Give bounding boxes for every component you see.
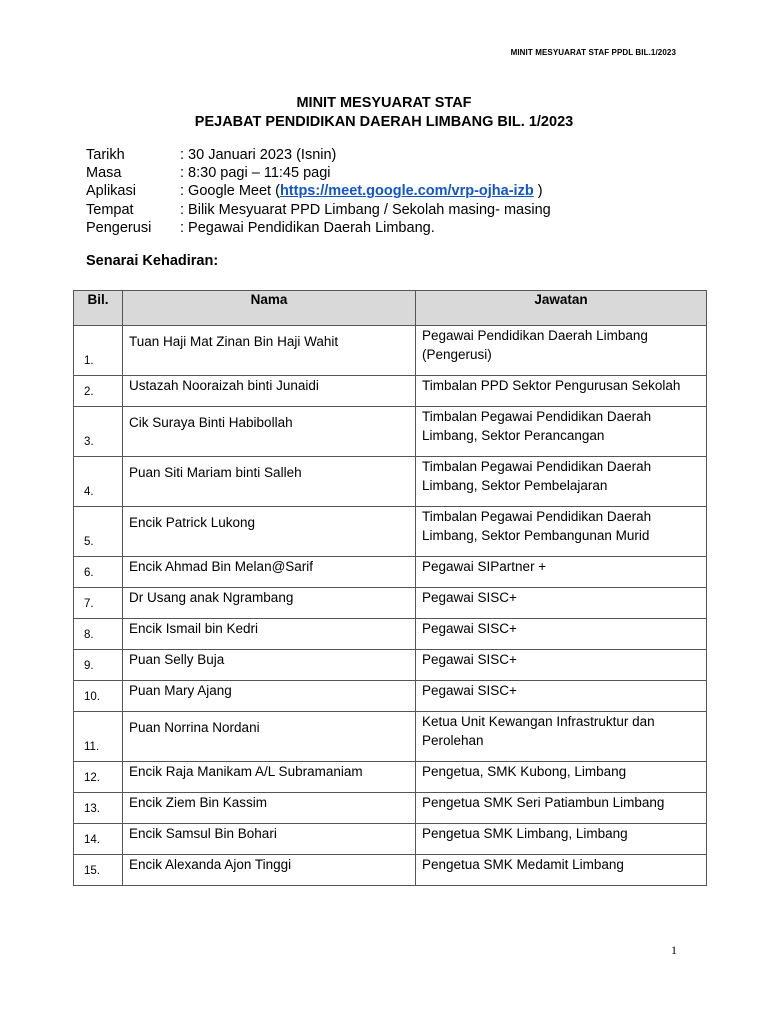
table-row	[74, 824, 707, 855]
attendee-name: Encik Ziem Bin Kassim	[129, 795, 268, 810]
table-row	[74, 376, 707, 407]
row-number: 10.	[84, 691, 100, 703]
row-number: 9.	[84, 660, 94, 672]
attendee-position: Pegawai SISC+	[422, 652, 517, 667]
document-title	[0, 94, 768, 132]
attendee-name: Encik Samsul Bin Bohari	[129, 826, 277, 841]
meta-aplikasi-prefix: : Google Meet (	[180, 183, 280, 200]
meta-label-pengerusi: Pengerusi	[86, 219, 152, 236]
attendee-position: Pengetua SMK Seri Patiambun Limbang	[422, 795, 665, 810]
attendee-position: Timbalan Pegawai Pendidikan Daerah Limbang, Sektor Pembangunan Murid	[422, 509, 652, 543]
running-header: MINIT MESYUARAT STAF PPDL BIL.1/2023	[510, 48, 676, 57]
table-row	[74, 619, 707, 650]
attendee-name: Puan Mary Ajang	[129, 683, 232, 698]
row-number: 15.	[84, 865, 100, 877]
meta-row-pengerusi	[86, 219, 551, 237]
table-row	[74, 326, 707, 376]
meta-label-aplikasi: Aplikasi	[86, 183, 136, 200]
row-number: 14.	[84, 834, 100, 846]
attendee-name: Tuan Haji Mat Zinan Bin Haji Wahit	[129, 334, 339, 349]
meet-link[interactable]: https://meet.google.com/vrp-ojha-izb	[279, 183, 534, 200]
attendee-position: Ketua Unit Kewangan Infrastruktur dan Perolehan	[422, 714, 655, 748]
meta-label-tempat: Tempat	[86, 201, 134, 218]
page-number: 1	[671, 943, 677, 957]
meta-label-tarikh: Tarikh	[86, 147, 125, 163]
attendee-name: Dr Usang anak Ngrambang	[129, 590, 294, 605]
table-row	[74, 855, 707, 886]
attendee-position: Pegawai SISC+	[422, 590, 517, 605]
table-row	[74, 793, 707, 824]
row-number: 7.	[84, 598, 94, 610]
attendee-name: Puan Siti Mariam binti Salleh	[129, 465, 302, 480]
table-row	[74, 457, 707, 507]
row-number: 4.	[84, 486, 94, 498]
attendee-position: Pengetua SMK Medamit Limbang	[422, 857, 624, 872]
table-row	[74, 762, 707, 793]
table-header-row	[74, 291, 707, 326]
meta-value-masa: : 8:30 pagi – 11:45 pagi	[180, 165, 331, 182]
column-header-bil: Bil.	[74, 291, 123, 326]
row-number: 8.	[84, 629, 94, 641]
table-row	[74, 588, 707, 619]
attendee-position: Timbalan Pegawai Pendidikan Daerah Limbang, Sektor Perancangan	[422, 409, 652, 443]
attendance-table	[73, 290, 707, 886]
meta-label-masa: Masa	[86, 165, 122, 182]
attendee-name: Puan Norrina Nordani	[129, 720, 260, 735]
attendee-position: Pegawai SISC+	[422, 621, 517, 636]
meta-aplikasi-suffix: )	[533, 183, 543, 200]
meta-value-aplikasi	[180, 182, 543, 200]
attendee-position: Pengetua, SMK Kubong, Limbang	[422, 764, 627, 779]
table-row	[74, 507, 707, 557]
table-row	[74, 407, 707, 457]
meta-row-tempat	[86, 201, 551, 219]
meta-value-pengerusi: : Pegawai Pendidikan Daerah Limbang.	[180, 219, 435, 236]
row-number: 13.	[84, 803, 100, 815]
row-number: 5.	[84, 536, 94, 548]
column-header-nama: Nama	[123, 291, 416, 326]
attendee-position: Timbalan PPD Sektor Pengurusan Sekolah	[422, 378, 681, 393]
table-row	[74, 681, 707, 712]
meta-value-tarikh: : 30 Januari 2023 (Isnin)	[180, 147, 337, 163]
table-row	[74, 712, 707, 762]
attendee-position: Timbalan Pegawai Pendidikan Daerah Limbang, Sektor Pembelajaran	[422, 459, 652, 493]
attendee-name: Ustazah Nooraizah binti Junaidi	[129, 378, 319, 393]
attendee-name: Encik Alexanda Ajon Tinggi	[129, 857, 292, 872]
attendee-name: Encik Ismail bin Kedri	[129, 621, 259, 636]
attendee-position: Pegawai Pendidikan Daerah Limbang (Pengerusi)	[422, 328, 648, 362]
title-line-2: PEJABAT PENDIDIKAN DAERAH LIMBANG BIL. 1/2023	[194, 114, 574, 130]
attendee-name: Encik Raja Manikam A/L Subramaniam	[129, 764, 363, 779]
row-number: 12.	[84, 772, 100, 784]
row-number: 1.	[84, 355, 94, 367]
attendance-heading: Senarai Kehadiran:	[86, 253, 219, 269]
row-number: 3.	[84, 436, 94, 448]
column-header-jawatan: Jawatan	[416, 291, 707, 326]
attendee-name: Puan Selly Buja	[129, 652, 225, 667]
row-number: 6.	[84, 567, 94, 579]
attendee-name: Cik Suraya Binti Habibollah	[129, 415, 293, 430]
row-number: 2.	[84, 386, 94, 398]
attendee-position: Pegawai SISC+	[422, 683, 517, 698]
row-number: 11.	[84, 741, 100, 753]
table-row	[74, 650, 707, 681]
table-row	[74, 557, 707, 588]
meta-row-aplikasi	[86, 182, 551, 200]
meeting-details	[86, 146, 551, 237]
title-line-1: MINIT MESYUARAT STAF	[296, 95, 472, 111]
meta-value-tempat: : Bilik Mesyuarat PPD Limbang / Sekolah masing- masing	[180, 201, 551, 218]
meta-row-masa	[86, 164, 551, 182]
meta-row-tarikh	[86, 146, 551, 164]
attendee-name: Encik Ahmad Bin Melan@Sarif	[129, 559, 314, 574]
attendee-position: Pengetua SMK Limbang, Limbang	[422, 826, 628, 841]
attendee-position: Pegawai SIPartner +	[422, 559, 547, 574]
attendee-name: Encik Patrick Lukong	[129, 515, 256, 530]
